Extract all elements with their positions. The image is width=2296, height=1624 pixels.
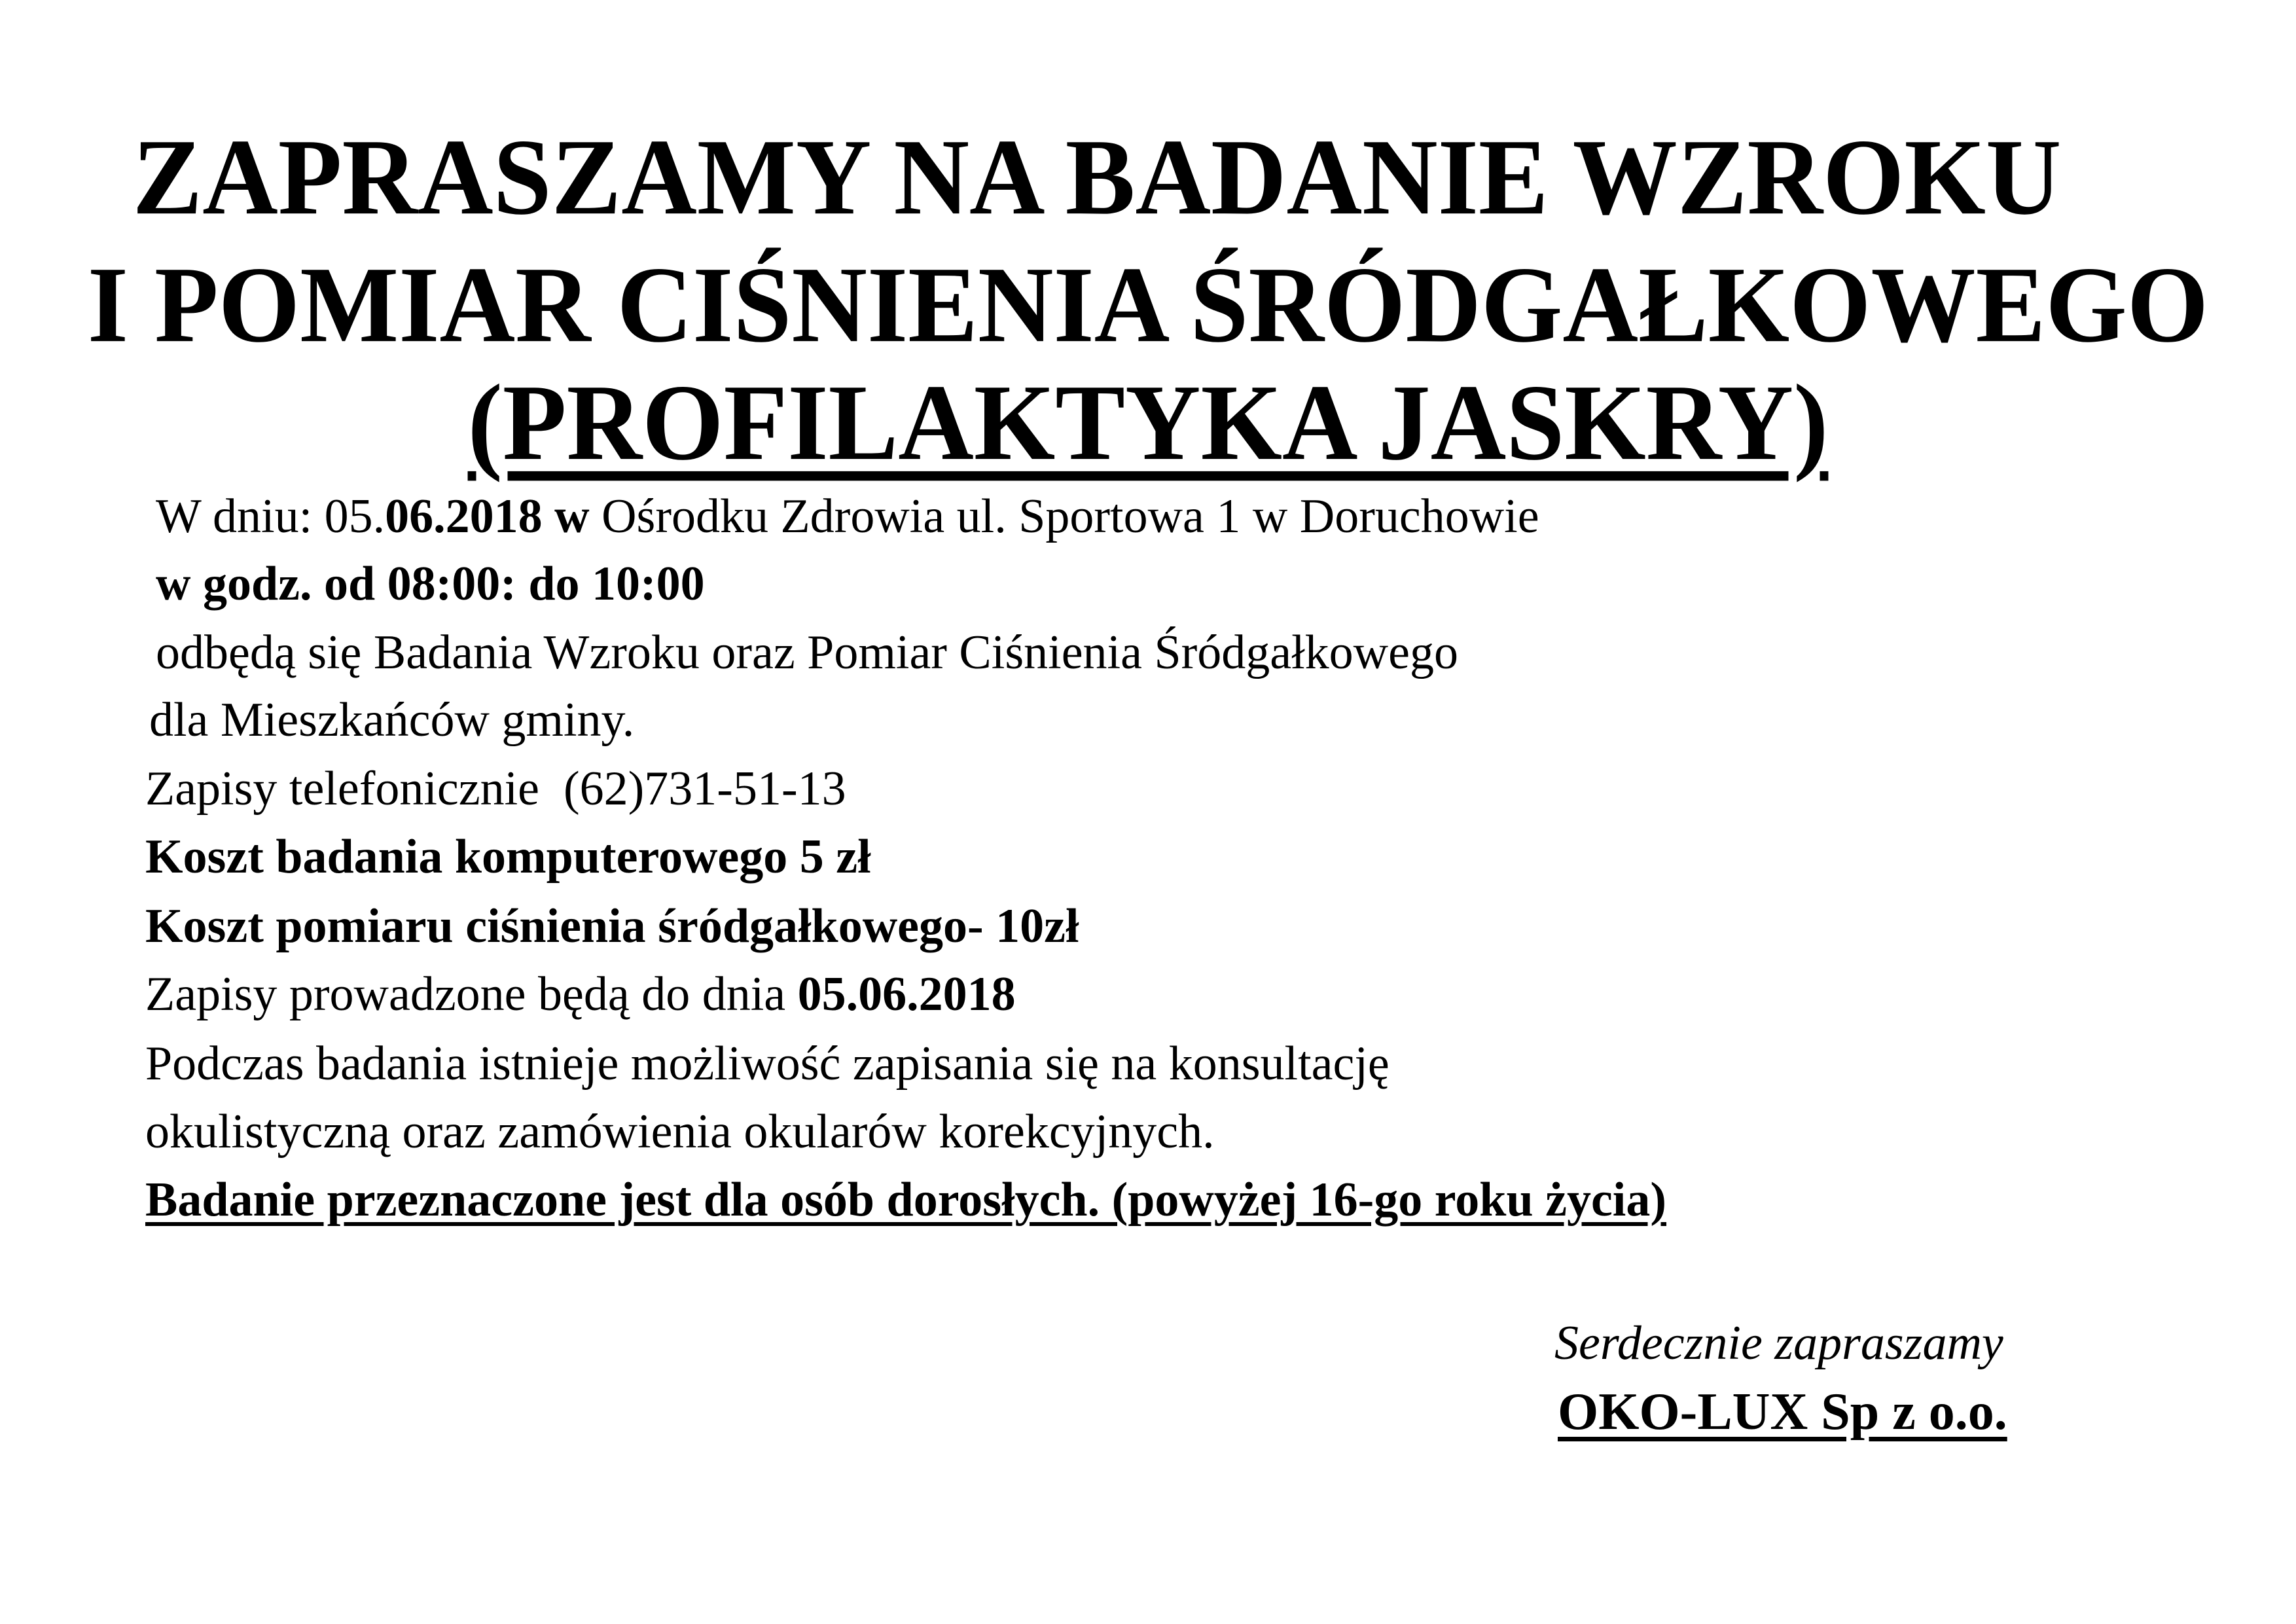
event-audience: dla Mieszkańców gminy.: [149, 693, 635, 747]
deadline-line: [145, 967, 1016, 1021]
event-hours: w godz. od 08:00: do 10:00: [156, 557, 705, 611]
cost-pressure: Koszt pomiaru ciśnienia śródgałkowego- 10zł: [145, 899, 1079, 953]
consult-line-1: Podczas badania istnieje możliwość zapisania się na konsultację: [145, 1037, 1390, 1091]
heading-line-2: I POMIAR CIŚNIENIA ŚRÓDGAŁKOWEGO: [87, 244, 2209, 365]
date-bold: 06.2018 w: [385, 490, 590, 543]
phone-label: Zapisy telefonicznie: [145, 762, 564, 816]
date-prefix: W dniu: 05.: [156, 490, 386, 543]
phone-number: (62)731-51-13: [564, 762, 846, 816]
phone-line: [145, 762, 846, 816]
heading-line-1: ZAPRASZAMY NA BADANIE WZROKU: [132, 116, 2062, 238]
event-date-line: [156, 492, 1539, 541]
signature-greeting: Serdecznie zapraszamy: [1554, 1316, 2003, 1370]
signature-company: OKO-LUX Sp z o.o.: [1558, 1383, 2007, 1441]
age-notice: Badanie przeznaczone jest dla osób dorosłych. (powyżej 16-go roku życia): [145, 1173, 1666, 1227]
heading-line-3: [0, 361, 2296, 483]
location: Ośrodku Zdrowia ul. Sportowa 1 w Doruchowie: [589, 490, 1539, 543]
heading-subtitle: (PROFILAKTYKA JASKRY): [467, 361, 1829, 483]
event-description: odbędą się Badania Wzroku oraz Pomiar Ciśnienia Śródgałkowego: [156, 626, 1458, 679]
consult-line-2: okulistyczną oraz zamówienia okularów korekcyjnych.: [145, 1105, 1215, 1159]
deadline-date: 05.06.2018: [797, 967, 1016, 1021]
deadline-prefix: Zapisy prowadzone będą do dnia: [145, 967, 798, 1021]
cost-computer: Koszt badania komputerowego 5 zł: [145, 830, 871, 884]
